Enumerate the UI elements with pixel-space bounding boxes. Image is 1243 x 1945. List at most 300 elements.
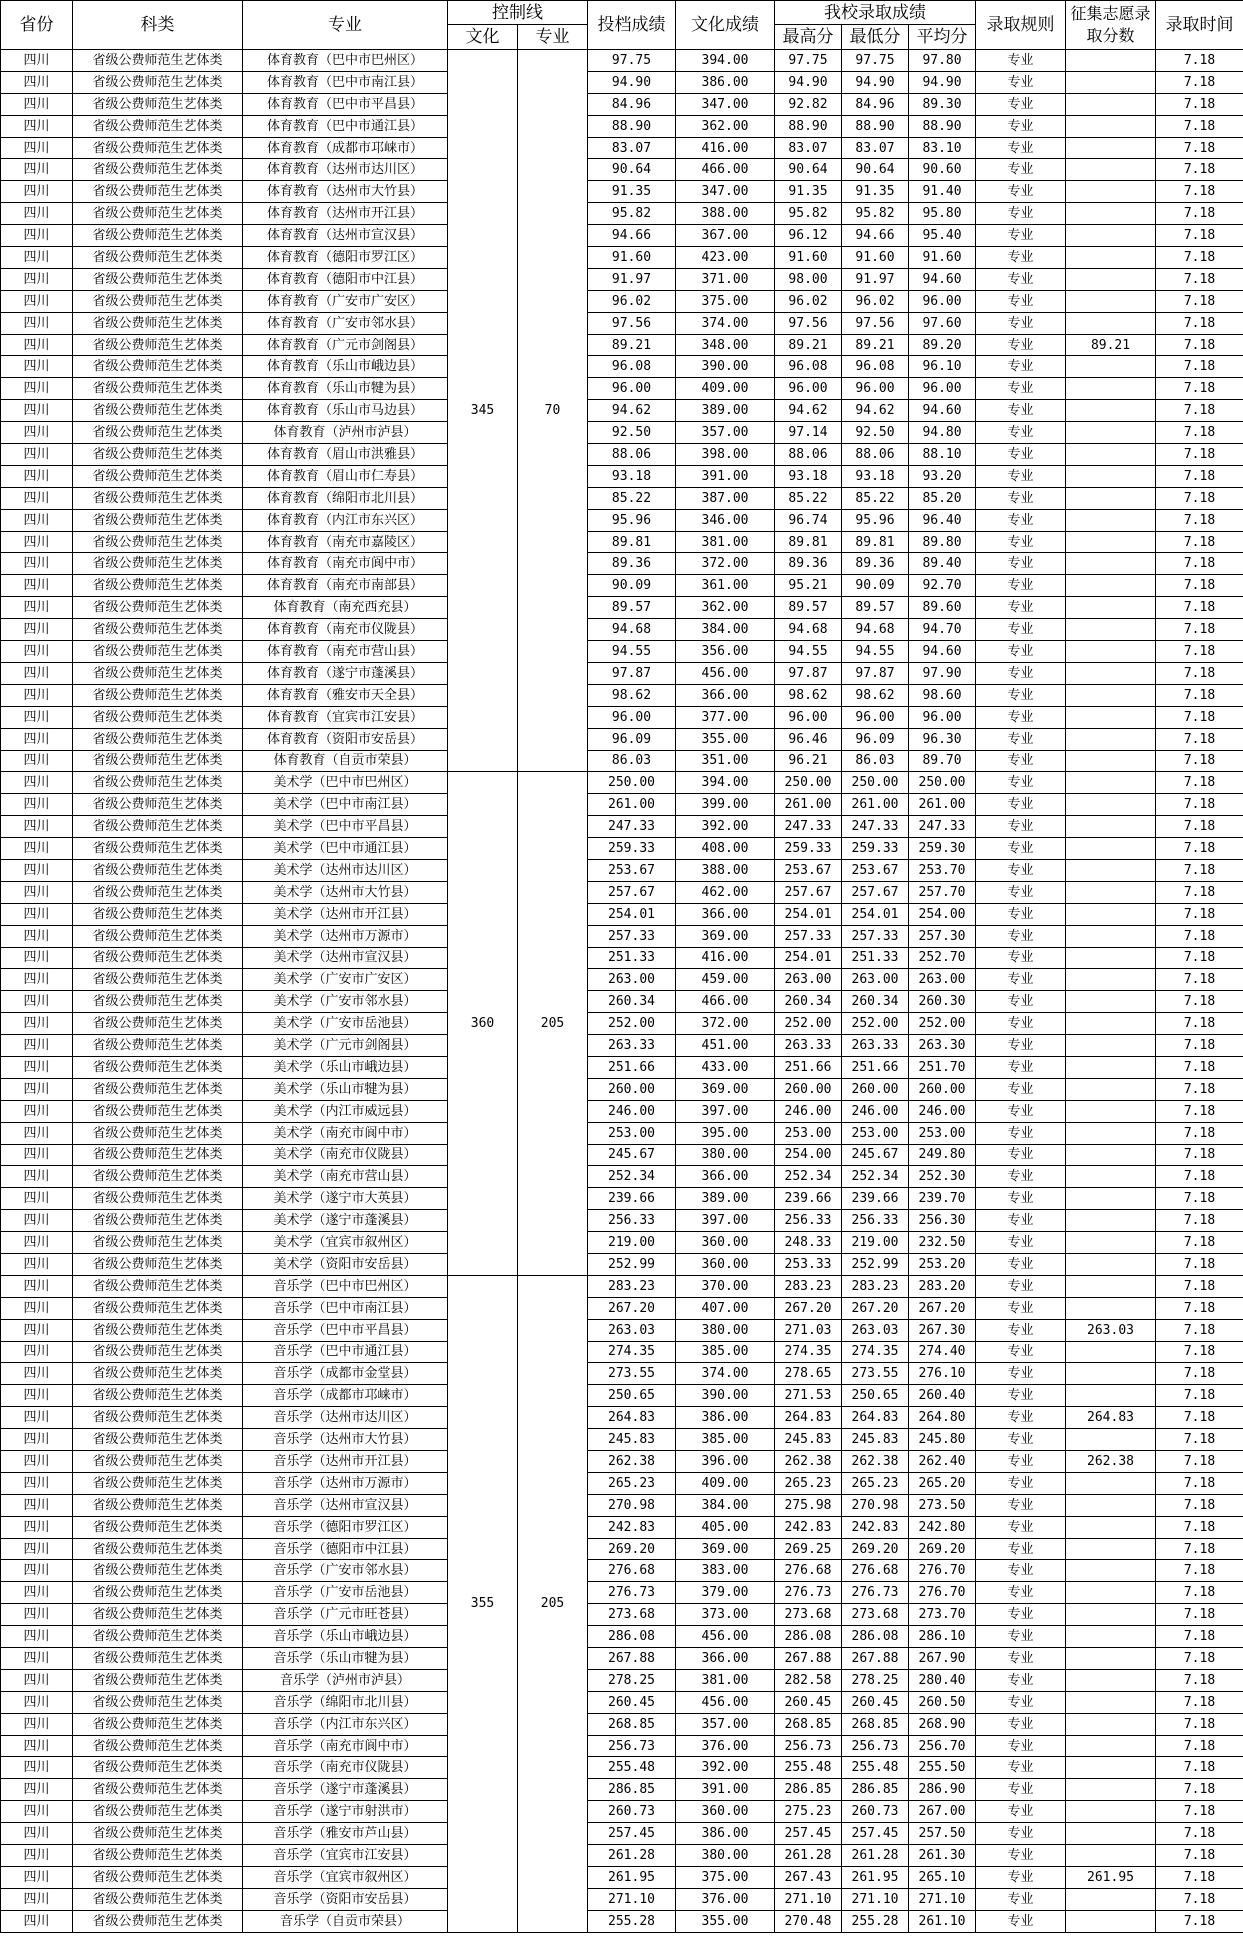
min-score-cell: 254.01 xyxy=(842,903,909,925)
avg-score-cell: 246.00 xyxy=(909,1100,976,1122)
province-cell: 四川 xyxy=(1,575,73,597)
table-row xyxy=(1,159,1243,181)
time-cell: 7.18 xyxy=(1156,903,1243,925)
supplementary-score-cell xyxy=(1066,312,1156,334)
table-row xyxy=(1,465,1243,487)
min-score-cell: 255.28 xyxy=(842,1910,909,1932)
rule-cell: 专业 xyxy=(976,400,1066,422)
filing-score-cell: 219.00 xyxy=(588,1232,676,1254)
time-cell: 7.18 xyxy=(1156,247,1243,269)
rule-cell: 专业 xyxy=(976,1626,1066,1648)
table-row xyxy=(1,1866,1243,1888)
time-cell: 7.18 xyxy=(1156,1013,1243,1035)
major-cell: 音乐学（资阳市安岳县） xyxy=(243,1888,448,1910)
culture-score-cell: 381.00 xyxy=(676,531,775,553)
category-cell: 省级公费师范生艺体类 xyxy=(73,71,243,93)
rule-cell: 专业 xyxy=(976,1013,1066,1035)
filing-score-cell: 268.85 xyxy=(588,1713,676,1735)
min-score-cell: 246.00 xyxy=(842,1100,909,1122)
avg-score-cell: 271.10 xyxy=(909,1888,976,1910)
time-cell: 7.18 xyxy=(1156,137,1243,159)
culture-score-cell: 356.00 xyxy=(676,641,775,663)
min-score-cell: 91.35 xyxy=(842,181,909,203)
major-cell: 美术学（乐山市犍为县） xyxy=(243,1078,448,1100)
filing-score-cell: 250.00 xyxy=(588,772,676,794)
category-cell: 省级公费师范生艺体类 xyxy=(73,1626,243,1648)
max-score-cell: 274.35 xyxy=(775,1341,842,1363)
major-cell: 体育教育（巴中市通江县） xyxy=(243,115,448,137)
time-cell: 7.18 xyxy=(1156,1560,1243,1582)
time-cell: 7.18 xyxy=(1156,794,1243,816)
table-row xyxy=(1,422,1243,444)
rule-cell: 专业 xyxy=(976,181,1066,203)
avg-score-cell: 239.70 xyxy=(909,1188,976,1210)
major-cell: 音乐学（广安市邻水县） xyxy=(243,1560,448,1582)
supplementary-score-cell: 89.21 xyxy=(1066,334,1156,356)
province-cell: 四川 xyxy=(1,247,73,269)
province-cell: 四川 xyxy=(1,378,73,400)
supplementary-score-cell xyxy=(1066,816,1156,838)
time-cell: 7.18 xyxy=(1156,334,1243,356)
max-score-cell: 96.21 xyxy=(775,750,842,772)
rule-cell: 专业 xyxy=(976,772,1066,794)
control-specialty-cell: 70 xyxy=(518,50,588,772)
supplementary-score-cell xyxy=(1066,838,1156,860)
province-cell: 四川 xyxy=(1,50,73,72)
min-score-cell: 94.90 xyxy=(842,71,909,93)
major-cell: 体育教育（广元市剑阁县） xyxy=(243,334,448,356)
major-cell: 音乐学（宜宾市江安县） xyxy=(243,1845,448,1867)
rule-cell: 专业 xyxy=(976,312,1066,334)
table-row xyxy=(1,641,1243,663)
table-row xyxy=(1,137,1243,159)
category-cell: 省级公费师范生艺体类 xyxy=(73,903,243,925)
rule-cell: 专业 xyxy=(976,137,1066,159)
supplementary-score-cell xyxy=(1066,684,1156,706)
province-cell: 四川 xyxy=(1,531,73,553)
filing-score-cell: 93.18 xyxy=(588,465,676,487)
filing-score-cell: 85.22 xyxy=(588,487,676,509)
min-score-cell: 97.56 xyxy=(842,312,909,334)
province-cell: 四川 xyxy=(1,356,73,378)
category-cell: 省级公费师范生艺体类 xyxy=(73,991,243,1013)
min-score-cell: 89.36 xyxy=(842,553,909,575)
filing-score-cell: 265.23 xyxy=(588,1472,676,1494)
rule-cell: 专业 xyxy=(976,1166,1066,1188)
supplementary-score-cell: 261.95 xyxy=(1066,1866,1156,1888)
min-score-cell: 260.45 xyxy=(842,1691,909,1713)
max-score-cell: 252.34 xyxy=(775,1166,842,1188)
province-cell: 四川 xyxy=(1,662,73,684)
min-score-cell: 263.03 xyxy=(842,1319,909,1341)
province-cell: 四川 xyxy=(1,838,73,860)
table-row xyxy=(1,1056,1243,1078)
table-row xyxy=(1,50,1243,72)
supplementary-score-cell xyxy=(1066,159,1156,181)
filing-score-cell: 263.03 xyxy=(588,1319,676,1341)
supplementary-score-cell xyxy=(1066,1713,1156,1735)
filing-score-cell: 253.00 xyxy=(588,1122,676,1144)
culture-score-cell: 381.00 xyxy=(676,1669,775,1691)
avg-score-cell: 97.60 xyxy=(909,312,976,334)
supplementary-score-cell xyxy=(1066,1188,1156,1210)
culture-score-cell: 398.00 xyxy=(676,444,775,466)
major-cell: 美术学（广安市邻水县） xyxy=(243,991,448,1013)
table-row xyxy=(1,93,1243,115)
avg-score-cell: 261.10 xyxy=(909,1910,976,1932)
culture-score-cell: 351.00 xyxy=(676,750,775,772)
time-cell: 7.18 xyxy=(1156,838,1243,860)
min-score-cell: 98.62 xyxy=(842,684,909,706)
header-major: 专业 xyxy=(243,1,448,50)
filing-score-cell: 247.33 xyxy=(588,816,676,838)
filing-score-cell: 94.55 xyxy=(588,641,676,663)
avg-score-cell: 257.30 xyxy=(909,925,976,947)
avg-score-cell: 257.70 xyxy=(909,881,976,903)
min-score-cell: 96.00 xyxy=(842,706,909,728)
avg-score-cell: 96.10 xyxy=(909,356,976,378)
min-score-cell: 250.65 xyxy=(842,1385,909,1407)
culture-score-cell: 360.00 xyxy=(676,1801,775,1823)
province-cell: 四川 xyxy=(1,1845,73,1867)
max-score-cell: 253.00 xyxy=(775,1122,842,1144)
filing-score-cell: 245.83 xyxy=(588,1429,676,1451)
min-score-cell: 96.02 xyxy=(842,290,909,312)
rule-cell: 专业 xyxy=(976,794,1066,816)
time-cell: 7.18 xyxy=(1156,991,1243,1013)
culture-score-cell: 374.00 xyxy=(676,312,775,334)
major-cell: 音乐学（成都市金堂县） xyxy=(243,1363,448,1385)
header-supplementary: 征集志愿录取分数 xyxy=(1066,1,1156,50)
culture-score-cell: 357.00 xyxy=(676,1713,775,1735)
time-cell: 7.18 xyxy=(1156,378,1243,400)
avg-score-cell: 255.50 xyxy=(909,1757,976,1779)
filing-score-cell: 262.38 xyxy=(588,1451,676,1473)
max-score-cell: 89.57 xyxy=(775,597,842,619)
major-cell: 体育教育（眉山市洪雅县） xyxy=(243,444,448,466)
rule-cell: 专业 xyxy=(976,71,1066,93)
max-score-cell: 94.90 xyxy=(775,71,842,93)
supplementary-score-cell xyxy=(1066,400,1156,422)
avg-score-cell: 89.40 xyxy=(909,553,976,575)
rule-cell: 专业 xyxy=(976,838,1066,860)
table-row xyxy=(1,268,1243,290)
province-cell: 四川 xyxy=(1,1100,73,1122)
time-cell: 7.18 xyxy=(1156,50,1243,72)
table-row xyxy=(1,1779,1243,1801)
time-cell: 7.18 xyxy=(1156,312,1243,334)
province-cell: 四川 xyxy=(1,1341,73,1363)
supplementary-score-cell xyxy=(1066,794,1156,816)
major-cell: 音乐学（达州市开江县） xyxy=(243,1451,448,1473)
table-row xyxy=(1,1451,1243,1473)
supplementary-score-cell xyxy=(1066,531,1156,553)
time-cell: 7.18 xyxy=(1156,1407,1243,1429)
filing-score-cell: 91.35 xyxy=(588,181,676,203)
major-cell: 体育教育（泸州市泸县） xyxy=(243,422,448,444)
table-row xyxy=(1,859,1243,881)
filing-score-cell: 260.34 xyxy=(588,991,676,1013)
avg-score-cell: 256.30 xyxy=(909,1210,976,1232)
province-cell: 四川 xyxy=(1,794,73,816)
major-cell: 音乐学（巴中市巴州区） xyxy=(243,1275,448,1297)
max-score-cell: 271.03 xyxy=(775,1319,842,1341)
major-cell: 美术学（巴中市南江县） xyxy=(243,794,448,816)
province-cell: 四川 xyxy=(1,1779,73,1801)
province-cell: 四川 xyxy=(1,203,73,225)
province-cell: 四川 xyxy=(1,115,73,137)
time-cell: 7.18 xyxy=(1156,1845,1243,1867)
culture-score-cell: 423.00 xyxy=(676,247,775,269)
province-cell: 四川 xyxy=(1,1801,73,1823)
culture-score-cell: 375.00 xyxy=(676,290,775,312)
control-culture-cell: 345 xyxy=(448,50,518,772)
supplementary-score-cell xyxy=(1066,1472,1156,1494)
avg-score-cell: 93.20 xyxy=(909,465,976,487)
time-cell: 7.18 xyxy=(1156,1188,1243,1210)
header-avg: 平均分 xyxy=(909,25,976,50)
filing-score-cell: 97.75 xyxy=(588,50,676,72)
province-cell: 四川 xyxy=(1,1385,73,1407)
max-score-cell: 89.21 xyxy=(775,334,842,356)
category-cell: 省级公费师范生艺体类 xyxy=(73,1122,243,1144)
time-cell: 7.18 xyxy=(1156,1866,1243,1888)
province-cell: 四川 xyxy=(1,1407,73,1429)
province-cell: 四川 xyxy=(1,1669,73,1691)
time-cell: 7.18 xyxy=(1156,1494,1243,1516)
major-cell: 音乐学（成都市邛崃市） xyxy=(243,1385,448,1407)
rule-cell: 专业 xyxy=(976,1363,1066,1385)
major-cell: 音乐学（南充市仪陇县） xyxy=(243,1757,448,1779)
min-score-cell: 245.83 xyxy=(842,1429,909,1451)
avg-score-cell: 260.40 xyxy=(909,1385,976,1407)
filing-score-cell: 239.66 xyxy=(588,1188,676,1210)
time-cell: 7.18 xyxy=(1156,575,1243,597)
table-row xyxy=(1,684,1243,706)
supplementary-score-cell xyxy=(1066,641,1156,663)
rule-cell: 专业 xyxy=(976,1056,1066,1078)
rule-cell: 专业 xyxy=(976,1757,1066,1779)
header-control-line: 控制线 xyxy=(448,1,588,25)
province-cell: 四川 xyxy=(1,881,73,903)
supplementary-score-cell: 264.83 xyxy=(1066,1407,1156,1429)
time-cell: 7.18 xyxy=(1156,1297,1243,1319)
supplementary-score-cell xyxy=(1066,1122,1156,1144)
avg-score-cell: 90.60 xyxy=(909,159,976,181)
avg-score-cell: 96.30 xyxy=(909,728,976,750)
time-cell: 7.18 xyxy=(1156,1429,1243,1451)
supplementary-score-cell xyxy=(1066,991,1156,1013)
time-cell: 7.18 xyxy=(1156,641,1243,663)
major-cell: 美术学（南充市营山县） xyxy=(243,1166,448,1188)
avg-score-cell: 247.33 xyxy=(909,816,976,838)
avg-score-cell: 261.00 xyxy=(909,794,976,816)
time-cell: 7.18 xyxy=(1156,181,1243,203)
culture-score-cell: 366.00 xyxy=(676,1648,775,1670)
category-cell: 省级公费师范生艺体类 xyxy=(73,553,243,575)
category-cell: 省级公费师范生艺体类 xyxy=(73,1472,243,1494)
culture-score-cell: 405.00 xyxy=(676,1516,775,1538)
category-cell: 省级公费师范生艺体类 xyxy=(73,750,243,772)
min-score-cell: 253.00 xyxy=(842,1122,909,1144)
min-score-cell: 261.28 xyxy=(842,1845,909,1867)
avg-score-cell: 94.60 xyxy=(909,268,976,290)
filing-score-cell: 256.33 xyxy=(588,1210,676,1232)
major-cell: 美术学（达州市达川区） xyxy=(243,859,448,881)
rule-cell: 专业 xyxy=(976,1407,1066,1429)
min-score-cell: 267.88 xyxy=(842,1648,909,1670)
time-cell: 7.18 xyxy=(1156,1232,1243,1254)
category-cell: 省级公费师范生艺体类 xyxy=(73,1166,243,1188)
culture-score-cell: 466.00 xyxy=(676,159,775,181)
category-cell: 省级公费师范生艺体类 xyxy=(73,881,243,903)
avg-score-cell: 91.60 xyxy=(909,247,976,269)
culture-score-cell: 387.00 xyxy=(676,487,775,509)
filing-score-cell: 286.85 xyxy=(588,1779,676,1801)
category-cell: 省级公费师范生艺体类 xyxy=(73,531,243,553)
rule-cell: 专业 xyxy=(976,1648,1066,1670)
min-score-cell: 251.33 xyxy=(842,947,909,969)
rule-cell: 专业 xyxy=(976,1538,1066,1560)
category-cell: 省级公费师范生艺体类 xyxy=(73,816,243,838)
supplementary-score-cell xyxy=(1066,1341,1156,1363)
min-score-cell: 96.00 xyxy=(842,378,909,400)
min-score-cell: 92.50 xyxy=(842,422,909,444)
supplementary-score-cell xyxy=(1066,1604,1156,1626)
category-cell: 省级公费师范生艺体类 xyxy=(73,1538,243,1560)
filing-score-cell: 245.67 xyxy=(588,1144,676,1166)
avg-score-cell: 89.30 xyxy=(909,93,976,115)
max-score-cell: 286.08 xyxy=(775,1626,842,1648)
min-score-cell: 219.00 xyxy=(842,1232,909,1254)
rule-cell: 专业 xyxy=(976,1713,1066,1735)
rule-cell: 专业 xyxy=(976,1472,1066,1494)
time-cell: 7.18 xyxy=(1156,1056,1243,1078)
table-row xyxy=(1,662,1243,684)
filing-score-cell: 256.73 xyxy=(588,1735,676,1757)
supplementary-score-cell xyxy=(1066,1757,1156,1779)
major-cell: 音乐学（达州市万源市） xyxy=(243,1472,448,1494)
category-cell: 省级公费师范生艺体类 xyxy=(73,969,243,991)
province-cell: 四川 xyxy=(1,93,73,115)
category-cell: 省级公费师范生艺体类 xyxy=(73,268,243,290)
avg-score-cell: 283.20 xyxy=(909,1275,976,1297)
category-cell: 省级公费师范生艺体类 xyxy=(73,597,243,619)
filing-score-cell: 251.66 xyxy=(588,1056,676,1078)
supplementary-score-cell xyxy=(1066,509,1156,531)
max-score-cell: 270.48 xyxy=(775,1910,842,1932)
supplementary-score-cell xyxy=(1066,1013,1156,1035)
time-cell: 7.18 xyxy=(1156,268,1243,290)
max-score-cell: 98.62 xyxy=(775,684,842,706)
filing-score-cell: 95.96 xyxy=(588,509,676,531)
header-filing-score: 投档成绩 xyxy=(588,1,676,50)
major-cell: 体育教育（德阳市罗江区） xyxy=(243,247,448,269)
time-cell: 7.18 xyxy=(1156,93,1243,115)
avg-score-cell: 97.80 xyxy=(909,50,976,72)
min-score-cell: 273.68 xyxy=(842,1604,909,1626)
culture-score-cell: 383.00 xyxy=(676,1560,775,1582)
major-cell: 美术学（巴中市平昌县） xyxy=(243,816,448,838)
culture-score-cell: 386.00 xyxy=(676,1823,775,1845)
rule-cell: 专业 xyxy=(976,925,1066,947)
header-our-admission: 我校录取成绩 xyxy=(775,1,976,25)
table-row xyxy=(1,1735,1243,1757)
min-score-cell: 89.81 xyxy=(842,531,909,553)
major-cell: 音乐学（巴中市平昌县） xyxy=(243,1319,448,1341)
table-row xyxy=(1,1407,1243,1429)
max-score-cell: 94.55 xyxy=(775,641,842,663)
culture-score-cell: 408.00 xyxy=(676,838,775,860)
rule-cell: 专业 xyxy=(976,1297,1066,1319)
province-cell: 四川 xyxy=(1,1494,73,1516)
time-cell: 7.18 xyxy=(1156,1823,1243,1845)
max-score-cell: 257.33 xyxy=(775,925,842,947)
province-cell: 四川 xyxy=(1,903,73,925)
time-cell: 7.18 xyxy=(1156,750,1243,772)
rule-cell: 专业 xyxy=(976,50,1066,72)
time-cell: 7.18 xyxy=(1156,115,1243,137)
max-score-cell: 269.25 xyxy=(775,1538,842,1560)
min-score-cell: 257.33 xyxy=(842,925,909,947)
min-score-cell: 252.34 xyxy=(842,1166,909,1188)
max-score-cell: 267.20 xyxy=(775,1297,842,1319)
rule-cell: 专业 xyxy=(976,1691,1066,1713)
time-cell: 7.18 xyxy=(1156,597,1243,619)
culture-score-cell: 390.00 xyxy=(676,1385,775,1407)
avg-score-cell: 260.00 xyxy=(909,1078,976,1100)
min-score-cell: 264.83 xyxy=(842,1407,909,1429)
header-max: 最高分 xyxy=(775,25,842,50)
rule-cell: 专业 xyxy=(976,225,1066,247)
supplementary-score-cell xyxy=(1066,1035,1156,1057)
supplementary-score-cell xyxy=(1066,1078,1156,1100)
max-score-cell: 278.65 xyxy=(775,1363,842,1385)
rule-cell: 专业 xyxy=(976,684,1066,706)
category-cell: 省级公费师范生艺体类 xyxy=(73,487,243,509)
rule-cell: 专业 xyxy=(976,641,1066,663)
table-row xyxy=(1,1494,1243,1516)
min-score-cell: 85.22 xyxy=(842,487,909,509)
min-score-cell: 276.68 xyxy=(842,1560,909,1582)
province-cell: 四川 xyxy=(1,1166,73,1188)
supplementary-score-cell xyxy=(1066,1385,1156,1407)
avg-score-cell: 252.30 xyxy=(909,1166,976,1188)
max-score-cell: 260.45 xyxy=(775,1691,842,1713)
table-row xyxy=(1,487,1243,509)
major-cell: 体育教育（南充市阆中市） xyxy=(243,553,448,575)
time-cell: 7.18 xyxy=(1156,947,1243,969)
culture-score-cell: 366.00 xyxy=(676,684,775,706)
max-score-cell: 96.12 xyxy=(775,225,842,247)
filing-score-cell: 270.98 xyxy=(588,1494,676,1516)
max-score-cell: 267.43 xyxy=(775,1866,842,1888)
filing-score-cell: 96.00 xyxy=(588,378,676,400)
supplementary-score-cell xyxy=(1066,1801,1156,1823)
rule-cell: 专业 xyxy=(976,1210,1066,1232)
major-cell: 体育教育（达州市宣汉县） xyxy=(243,225,448,247)
table-row xyxy=(1,597,1243,619)
max-score-cell: 254.00 xyxy=(775,1144,842,1166)
rule-cell: 专业 xyxy=(976,1078,1066,1100)
category-cell: 省级公费师范生艺体类 xyxy=(73,181,243,203)
max-score-cell: 267.88 xyxy=(775,1648,842,1670)
rule-cell: 专业 xyxy=(976,1232,1066,1254)
province-cell: 四川 xyxy=(1,1451,73,1473)
category-cell: 省级公费师范生艺体类 xyxy=(73,1451,243,1473)
major-cell: 音乐学（巴中市通江县） xyxy=(243,1341,448,1363)
supplementary-score-cell xyxy=(1066,947,1156,969)
